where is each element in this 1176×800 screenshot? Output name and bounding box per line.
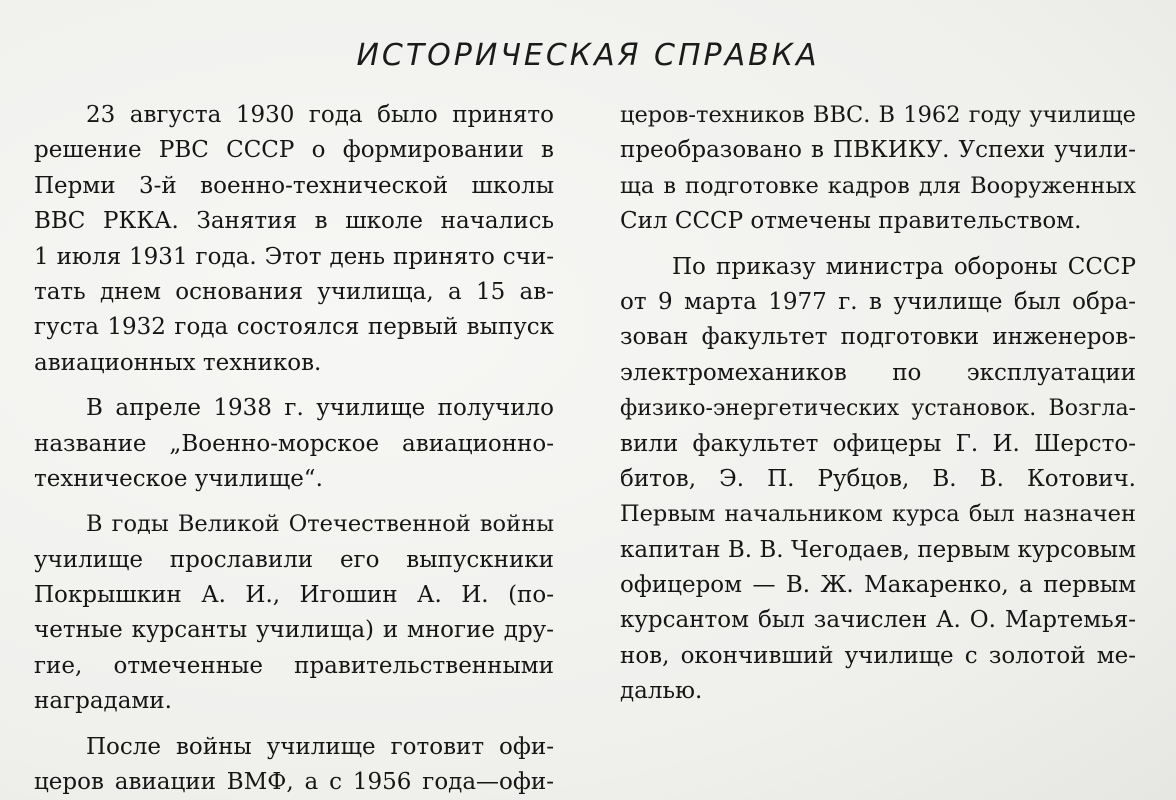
text-line: 1 июля 1931 года. Этот день принято счи- xyxy=(34,243,554,270)
text-line: После войны училище готовит офи- xyxy=(86,733,554,760)
text-line: далью. xyxy=(620,678,703,705)
text-line: зован факультет подготовки инженеров- xyxy=(620,324,1136,351)
text-line: По приказу министра обороны СССР xyxy=(672,253,1136,280)
text-line: капитан В. В. Чегодаев, первым курсовым xyxy=(620,536,1136,563)
left-column xyxy=(34,98,554,800)
text-line: вили факультет офицеры Г. И. Шерсто- xyxy=(620,430,1136,457)
text-line: густа 1932 года состоялся первый выпуск xyxy=(34,314,554,341)
text-line: церов авиации ВМФ, а с 1956 года—офи- xyxy=(34,769,554,796)
text-line: Перми 3-й военно-технической школы xyxy=(34,172,554,199)
text-line: техническое училище“. xyxy=(34,465,323,492)
text-line: Сил СССР отмечены правительством. xyxy=(620,208,1082,235)
text-line: гие, отмеченные правительственными xyxy=(34,652,554,679)
text-line: церов-техников ВВС. В 1962 году училище xyxy=(620,102,1136,128)
page-title: ИСТОРИЧЕСКАЯ СПРАВКА xyxy=(356,38,820,73)
text-line: офицером — В. Ж. Макаренко, а первым xyxy=(620,572,1136,599)
text-line: 23 августа 1930 года было принято xyxy=(86,102,554,128)
text-line: наградами. xyxy=(34,688,172,715)
text-line: училище прославили его выпускники xyxy=(34,546,554,573)
text-line: курсантом был зачислен А. О. Мартемья- xyxy=(620,607,1136,634)
text-line: решение РВС СССР о формировании в xyxy=(34,137,554,164)
text-line: битов, Э. П. Рубцов, В. В. Котович. xyxy=(620,465,1136,492)
text-line: В апреле 1938 г. училище получило xyxy=(86,395,554,422)
text-line: от 9 марта 1977 г. в училище был обра- xyxy=(620,288,1136,315)
text-line: ВВС РККА. Занятия в школе начались xyxy=(34,208,554,235)
text-line: тать днем основания училища, а 15 ав- xyxy=(34,278,554,305)
text-line: В годы Великой Отечественной войны xyxy=(86,511,554,538)
right-column xyxy=(620,98,1136,710)
text-line: ща в подготовке кадров для Вооруженных xyxy=(620,172,1136,199)
text-line: Первым начальником курса был назначен xyxy=(620,501,1136,528)
text-line: авиационных техников. xyxy=(34,349,322,376)
text-line: Покрышкин А. И., Игошин А. И. (по- xyxy=(34,582,554,609)
text-line: четные курсанты училища) и многие дру- xyxy=(34,617,554,644)
text-line: нов, окончивший училище с золотой ме- xyxy=(620,642,1136,669)
text-line: физико-энергетических установок. Возгла- xyxy=(620,396,1136,422)
text-line: название „Военно-морское авиационно- xyxy=(34,430,554,457)
text-line: преобразовано в ПВКИКУ. Успехи учили- xyxy=(620,137,1136,164)
text-line: электромехаников по эксплуатации xyxy=(620,359,1136,386)
